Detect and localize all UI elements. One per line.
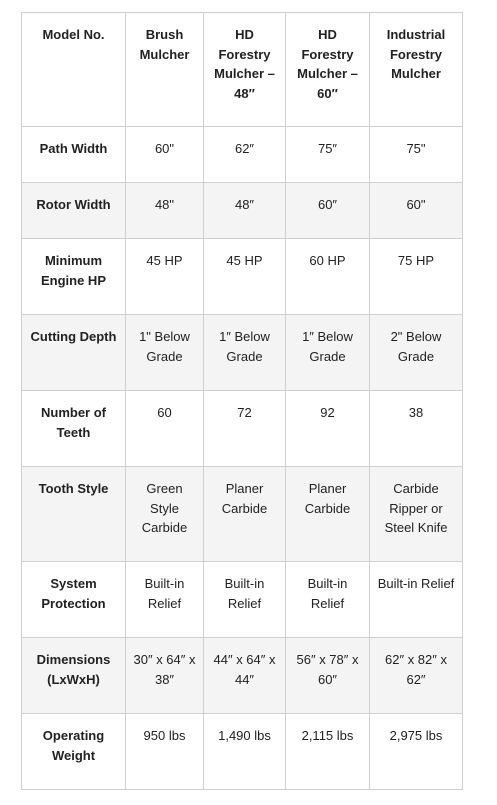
table-cell: 60 — [126, 391, 204, 467]
table-cell: 1″ Below Grade — [204, 315, 286, 391]
table-cell: Planer Carbide — [286, 467, 370, 562]
row-label: Number of Teeth — [22, 391, 126, 467]
table-cell: 75″ — [286, 127, 370, 183]
row-label: Dimensions (LxWxH) — [22, 638, 126, 714]
table-row — [22, 183, 463, 239]
row-label: System Protection — [22, 562, 126, 638]
row-label: Cutting Depth — [22, 315, 126, 391]
table-row — [22, 127, 463, 183]
table-cell: 60″ — [286, 183, 370, 239]
table-cell: Green Style Carbide — [126, 467, 204, 562]
table-row — [22, 714, 463, 790]
table-cell: 62″ — [204, 127, 286, 183]
header-cell-hd-forestry-60: HD Forestry Mulcher – 60″ — [286, 13, 370, 127]
table-cell: 2" Below Grade — [370, 315, 463, 391]
row-label: Operating Weight — [22, 714, 126, 790]
table-cell: 2,975 lbs — [370, 714, 463, 790]
table-cell: 75" — [370, 127, 463, 183]
table-cell: Built-in Relief — [286, 562, 370, 638]
table-cell: 1,490 lbs — [204, 714, 286, 790]
table-cell: 2,115 lbs — [286, 714, 370, 790]
table-cell: 48" — [126, 183, 204, 239]
table-cell: 48″ — [204, 183, 286, 239]
row-label: Path Width — [22, 127, 126, 183]
header-cell-model-no: Model No. — [22, 13, 126, 127]
header-row — [22, 13, 463, 127]
table-cell: 62″ x 82″ x 62″ — [370, 638, 463, 714]
table-cell: 950 lbs — [126, 714, 204, 790]
table-cell: 60" — [126, 127, 204, 183]
table-cell: Planer Carbide — [204, 467, 286, 562]
table-row — [22, 467, 463, 562]
table-cell: 44″ x 64″ x 44″ — [204, 638, 286, 714]
table-cell: 72 — [204, 391, 286, 467]
table-cell: 1" Below Grade — [126, 315, 204, 391]
table-row — [22, 239, 463, 315]
table-cell: 92 — [286, 391, 370, 467]
table-cell: Built-in Relief — [204, 562, 286, 638]
table-cell: 56″ x 78″ x 60″ — [286, 638, 370, 714]
table-cell: Built-in Relief — [126, 562, 204, 638]
table-cell: Carbide Ripper or Steel Knife — [370, 467, 463, 562]
table-cell: 75 HP — [370, 239, 463, 315]
header-cell-brush-mulcher: Brush Mulcher — [126, 13, 204, 127]
table-cell: Built-in Relief — [370, 562, 463, 638]
row-label: Tooth Style — [22, 467, 126, 562]
table-cell: 38 — [370, 391, 463, 467]
table-cell: 60 HP — [286, 239, 370, 315]
spec-table — [21, 12, 463, 790]
table-cell: 30″ x 64″ x 38″ — [126, 638, 204, 714]
table-row — [22, 562, 463, 638]
header-cell-industrial-forestry: Industrial Forestry Mulcher — [370, 13, 463, 127]
table-cell: 45 HP — [126, 239, 204, 315]
row-label: Minimum Engine HP — [22, 239, 126, 315]
table-row — [22, 638, 463, 714]
table-cell: 45 HP — [204, 239, 286, 315]
row-label: Rotor Width — [22, 183, 126, 239]
header-cell-hd-forestry-48: HD Forestry Mulcher – 48″ — [204, 13, 286, 127]
table-cell: 1″ Below Grade — [286, 315, 370, 391]
table-row — [22, 391, 463, 467]
table-row — [22, 315, 463, 391]
table-cell: 60" — [370, 183, 463, 239]
